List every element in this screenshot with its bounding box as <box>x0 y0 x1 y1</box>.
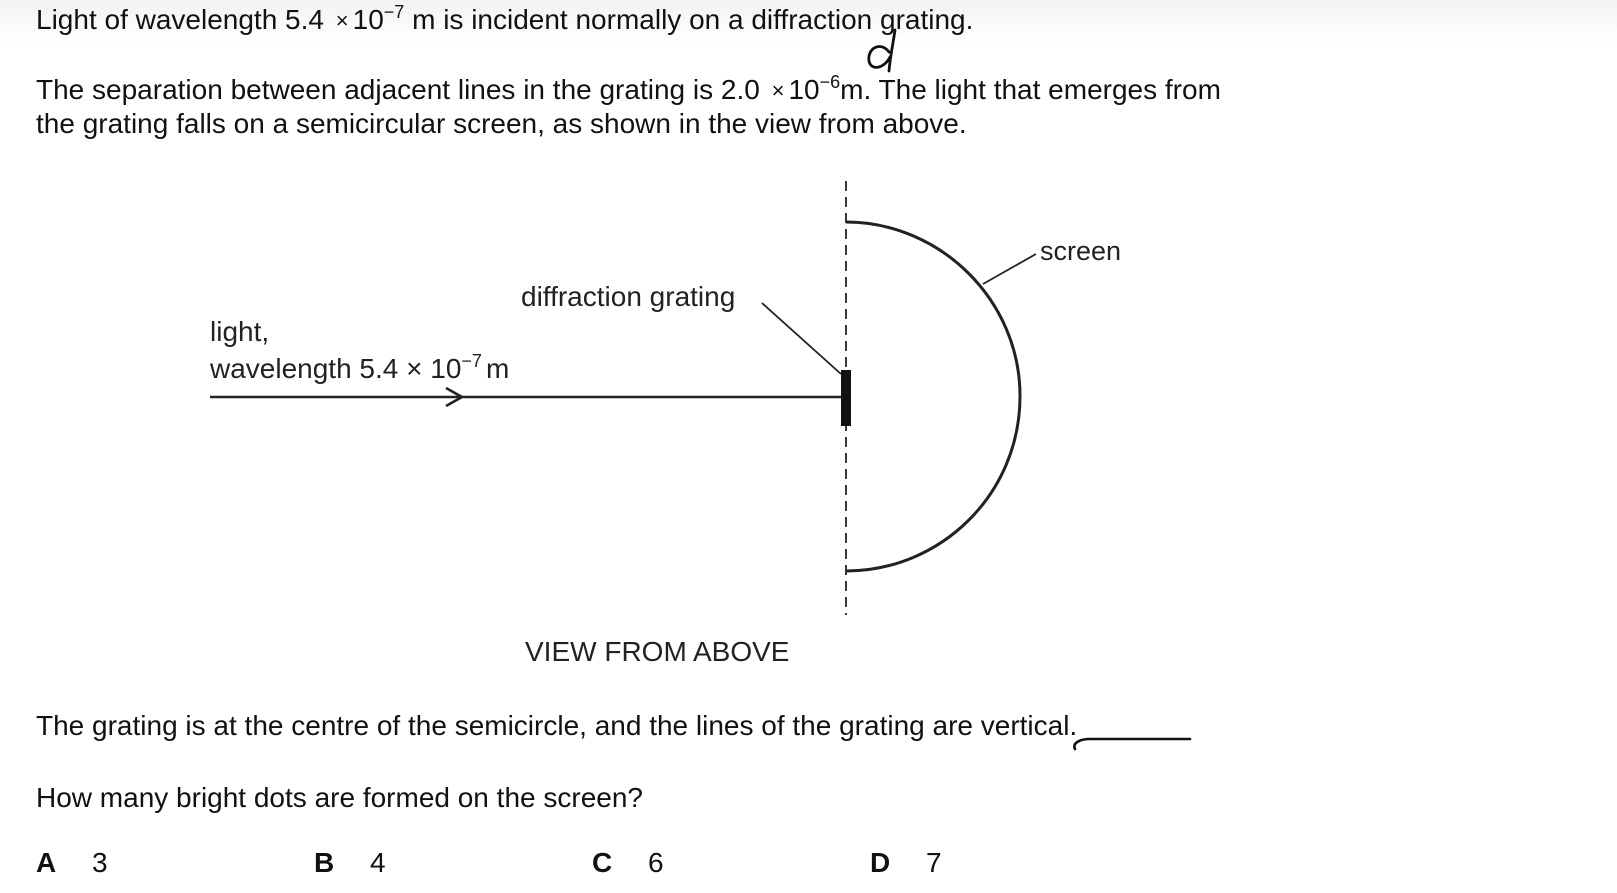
option-c[interactable] <box>592 845 664 881</box>
line1-times: × <box>335 8 349 33</box>
option-a-letter: A <box>36 847 57 878</box>
option-c-value: 6 <box>648 847 664 878</box>
line2-text-a: The separation between adjacent lines in the grating is 2.0 <box>36 74 760 105</box>
question-line-4: The grating is at the centre of the semicircle, and the lines of the grating are vertical. <box>36 710 1078 741</box>
label-screen: screen <box>1040 236 1122 266</box>
option-d-value: 7 <box>926 847 942 878</box>
label-light: light, <box>210 316 270 347</box>
option-c-letter: C <box>592 847 613 878</box>
option-b-value: 4 <box>370 847 386 878</box>
diffraction-grating-bar <box>841 370 851 426</box>
option-a-value: 3 <box>92 847 108 878</box>
line1-base: 10 <box>352 4 384 35</box>
option-b-letter: B <box>314 847 335 878</box>
handwritten-underline <box>1074 739 1190 749</box>
option-d[interactable] <box>870 845 942 881</box>
label-diffraction-grating: diffraction grating <box>521 281 736 312</box>
semicircular-screen <box>846 222 1020 571</box>
handwritten-d-annotation <box>869 30 895 71</box>
line2-exponent: −6 <box>819 72 841 92</box>
line1-text-b: m is incident normally on a diffraction grating. <box>412 4 974 35</box>
grating-leader-line <box>762 303 841 374</box>
label-wavelength: wavelength $5.4 \times 10^{-7}$ m <box>210 351 510 384</box>
screen-leader-line <box>983 254 1036 284</box>
caption-view-from-above: VIEW FROM ABOVE <box>525 636 790 667</box>
option-d-letter: D <box>870 847 891 878</box>
line1-text-a: Light of wavelength 5.4 <box>36 4 324 35</box>
line2-text-b: m. The light that emerges from <box>840 74 1221 105</box>
question-line-5: How many bright dots are formed on the screen? <box>36 782 643 813</box>
line1-exponent: −7 <box>383 2 405 22</box>
option-b[interactable] <box>314 845 386 881</box>
line2-times: × <box>771 78 785 103</box>
question-line-3: the grating falls on a semicircular screen, as shown in the view from above. <box>36 108 967 139</box>
line2-base: 10 <box>788 74 820 105</box>
option-a[interactable] <box>36 845 108 881</box>
